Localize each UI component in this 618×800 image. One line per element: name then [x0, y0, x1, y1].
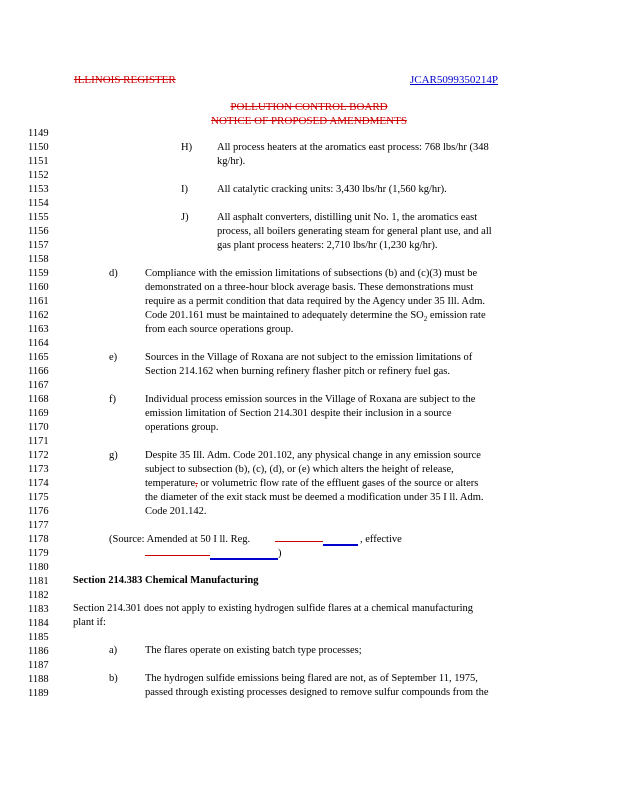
- line-number: 1153: [28, 184, 49, 195]
- item-e-label: e): [109, 352, 118, 363]
- board-title: POLLUTION CONTROL BOARD: [230, 101, 388, 113]
- header-left: ILLINOIS REGISTER: [74, 74, 176, 86]
- item-d-line: require as a permit condition that data required by the Agency under 35 Ill. Adm.: [145, 296, 485, 307]
- item-d-line: from each source operations group.: [145, 324, 294, 335]
- line-number: 1180: [28, 562, 49, 573]
- item-f-label: f): [109, 394, 116, 405]
- line-number: 1189: [28, 688, 49, 699]
- item-d-line: Compliance with the emission limitations of subsections (b) and (c)(3) must be: [145, 268, 478, 279]
- item-f-line: Individual process emission sources in the Village of Roxana are subject to the: [145, 394, 476, 405]
- item-h-line: kg/hr).: [217, 156, 246, 167]
- item-a-line: The flares operate on existing batch type processes;: [145, 645, 362, 656]
- line-number: 1186: [28, 646, 49, 657]
- item-b-line: The hydrogen sulfide emissions being flared are not, as of September 11, 1975,: [145, 673, 478, 684]
- line-number: 1188: [28, 674, 49, 685]
- item-g-label: g): [109, 450, 118, 461]
- deleted-comma: ,: [195, 478, 198, 489]
- line-number: 1149: [28, 128, 49, 139]
- line-number: 1182: [28, 590, 49, 601]
- line-number: 1164: [28, 338, 49, 349]
- item-b-label: b): [109, 673, 118, 684]
- line-number: 1176: [28, 506, 49, 517]
- line-number: 1162: [28, 310, 49, 321]
- item-f-line: operations group.: [145, 422, 219, 433]
- line-number: 1183: [28, 604, 49, 615]
- line-number: 1172: [28, 450, 49, 461]
- line-number: 1154: [28, 198, 49, 209]
- item-d-line: demonstrated on a three-hour block average basis. These demonstrations must: [145, 282, 474, 293]
- source-close: ): [278, 548, 282, 559]
- line-number: 1166: [28, 366, 49, 377]
- item-i-label: I): [181, 184, 188, 195]
- line-number: 1152: [28, 170, 49, 181]
- item-h-line: All process heaters at the aromatics east process: 768 lbs/hr (348: [217, 142, 489, 153]
- item-e-line: Sources in the Village of Roxana are not subject to the emission limitations of: [145, 352, 473, 363]
- line-number: 1151: [28, 156, 49, 167]
- item-g-line: the diameter of the exit stack must be deemed a modification under 35 I ll. Adm.: [145, 492, 484, 503]
- item-j-label: J): [181, 212, 189, 223]
- line-number: 1155: [28, 212, 49, 223]
- section-intro-line: plant if:: [73, 617, 106, 628]
- line-number: 1160: [28, 282, 49, 293]
- deleted-blank: [275, 541, 323, 542]
- line-number: 1150: [28, 142, 49, 153]
- notice-title: NOTICE OF PROPOSED AMENDMENTS: [211, 115, 407, 127]
- item-d-label: d): [109, 268, 118, 279]
- line-number: 1184: [28, 618, 49, 629]
- item-e-line: Section 214.162 when burning refinery flasher pitch or refinery fuel gas.: [145, 366, 450, 377]
- line-number: 1178: [28, 534, 49, 545]
- line-number: 1167: [28, 380, 49, 391]
- item-d-line: Code 201.161 must be maintained to adequately determine the $SO_2$ emission rate: [145, 310, 486, 324]
- line-number: 1169: [28, 408, 49, 419]
- line-number: 1179: [28, 548, 49, 559]
- section-heading: Section 214.383 Chemical Manufacturing: [73, 575, 259, 586]
- line-number: 1157: [28, 240, 49, 251]
- line-number: 1170: [28, 422, 49, 433]
- line-number: 1181: [28, 576, 49, 587]
- item-f-line: emission limitation of Section 214.301 despite their inclusion in a source: [145, 408, 452, 419]
- line-number: 1173: [28, 464, 49, 475]
- line-number: 1168: [28, 394, 49, 405]
- item-i-line: All catalytic cracking units: 3,430 lbs/hr (1,560 kg/hr).: [217, 184, 447, 195]
- item-g-line: temperature, or volumetric flow rate of the effluent gases of the source or alters: [145, 478, 479, 489]
- item-g-line: Code 201.142.: [145, 506, 207, 517]
- item-a-label: a): [109, 645, 118, 656]
- line-number: 1161: [28, 296, 49, 307]
- line-number: 1175: [28, 492, 49, 503]
- section-intro-line: Section 214.301 does not apply to existing hydrogen sulfide flares at a chemical manufacturing: [73, 603, 474, 614]
- line-number: 1163: [28, 324, 49, 335]
- source-effective: , effective: [360, 534, 402, 545]
- line-number: 1156: [28, 226, 49, 237]
- line-number: 1185: [28, 632, 49, 643]
- deleted-blank: [145, 555, 210, 556]
- item-h-label: H): [181, 142, 193, 153]
- line-number: 1187: [28, 660, 49, 671]
- item-b-line: passed through existing processes designed to remove sulfur compounds from the: [145, 687, 489, 698]
- line-number: 1158: [28, 254, 49, 265]
- line-number: 1177: [28, 520, 49, 531]
- item-j-line: All asphalt converters, distilling unit No. 1, the aromatics east: [217, 212, 478, 223]
- source-note: (Source: Amended at 50 I ll. Reg.: [109, 534, 251, 545]
- line-number: 1174: [28, 478, 49, 489]
- line-number: 1171: [28, 436, 49, 447]
- item-g-line: subject to subsection (b), (c), (d), or (e) which alters the height of release,: [145, 464, 454, 475]
- item-j-line: process, all boilers generating steam for general plant use, and all: [217, 226, 492, 237]
- line-number: 1159: [28, 268, 49, 279]
- item-j-line: gas plant process heaters: 2,710 lbs/hr (1,230 kg/hr).: [217, 240, 438, 251]
- line-number: 1165: [28, 352, 49, 363]
- item-g-line: Despite 35 Ill. Adm. Code 201.102, any physical change in any emission source: [145, 450, 481, 461]
- inserted-blank: [210, 558, 278, 560]
- header-right: JCAR5099350214P: [410, 74, 499, 86]
- inserted-blank: [323, 544, 358, 546]
